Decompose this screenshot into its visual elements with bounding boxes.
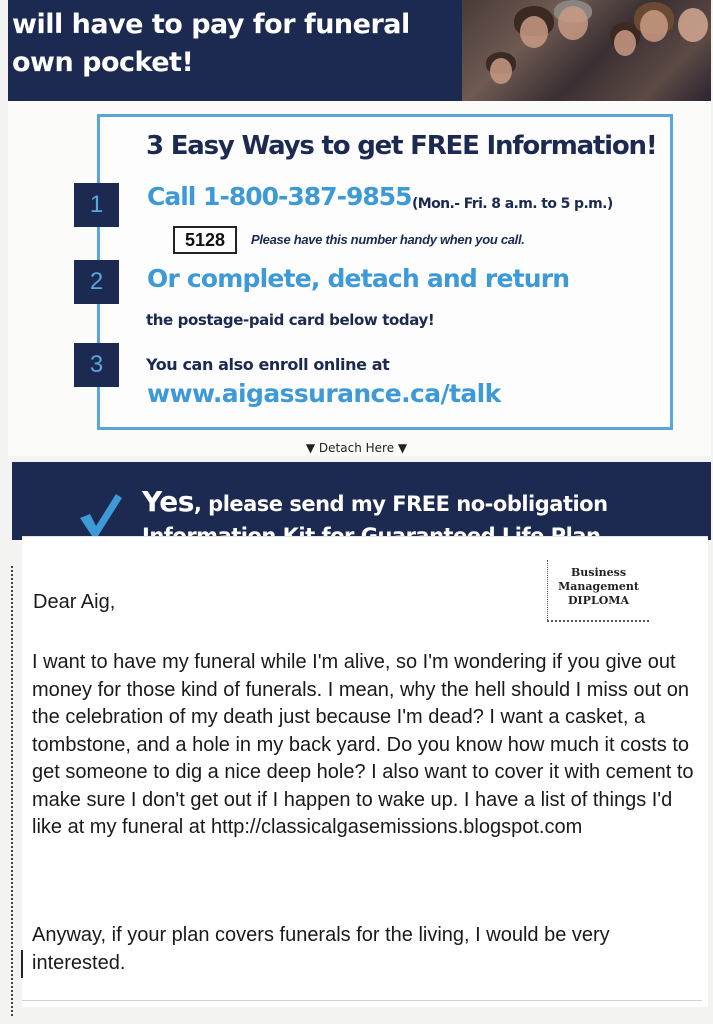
step-3-url-link[interactable]: www.aigassurance.ca/talk <box>147 379 501 408</box>
photo-face <box>640 10 668 42</box>
photo-face <box>490 58 512 84</box>
stamp-line-2: Management <box>558 580 639 593</box>
step-2-subtext: the postage-paid card below today! <box>146 311 435 329</box>
reference-code: 5128 <box>173 226 237 254</box>
photo-face <box>558 6 588 40</box>
banner-headline <box>12 6 410 82</box>
stamp-line-3: DIPLOMA <box>568 594 629 607</box>
letter-greeting: Dear Aig, <box>33 591 116 613</box>
step-3-number: 3 <box>74 343 119 387</box>
detach-here-label: ▼ Detach Here ▼ <box>305 441 408 455</box>
photo-face <box>520 16 548 48</box>
stamp-line-1: Business <box>570 566 627 579</box>
photo-face <box>678 8 708 42</box>
reference-code-note: Please have this number handy when you call. <box>251 232 525 247</box>
info-title: 3 Easy Ways to get FREE Information! <box>146 131 657 161</box>
photo-face <box>614 30 636 56</box>
yes-banner-text <box>142 485 608 518</box>
diploma-stamp <box>547 560 649 622</box>
banner-line-1: will have to pay for funeral <box>12 9 410 40</box>
family-photo <box>462 0 711 101</box>
yes-rest: , please send my FREE no-obligation <box>193 492 608 516</box>
letter-body: I want to have my funeral while I'm alive, so I'm wondering if you give out money for those kind of funerals. I mean, why the hell should I miss out on the celebration of my death just because I'm dead? I want a casket, a tombstone, and a hole in my back yard. Do you know how much it costs to get someone to dig a nice deep hole? I also want to cover it with cement to make sure I don't get out if I happen to wake up. I have a list of things I'd like at my funeral at http://classicalgasemissions.blogspot.com <box>32 651 694 838</box>
top-banner <box>8 0 711 101</box>
step-2-text: Or complete, detach and return <box>147 264 570 293</box>
step-3-text: You can also enroll online at <box>146 355 390 374</box>
bottom-rule <box>22 1000 702 1001</box>
perforation-line <box>11 566 13 1016</box>
step-2-number: 2 <box>74 260 119 304</box>
step-1-phone[interactable]: Call 1-800-387-9855 <box>147 182 412 211</box>
checkmark-icon <box>76 492 122 536</box>
letter-closing: Anyway, if your plan covers funerals for the living, I would be very interested. <box>32 924 610 974</box>
step-1-hours: (Mon.- Fri. 8 a.m. to 5 p.m.) <box>412 196 613 212</box>
step-1-number: 1 <box>74 183 119 227</box>
banner-line-2: own pocket! <box>12 47 194 78</box>
yes-word: Yes <box>142 485 194 518</box>
yes-banner-cut-line <box>142 526 600 536</box>
text-cursor <box>21 950 23 978</box>
